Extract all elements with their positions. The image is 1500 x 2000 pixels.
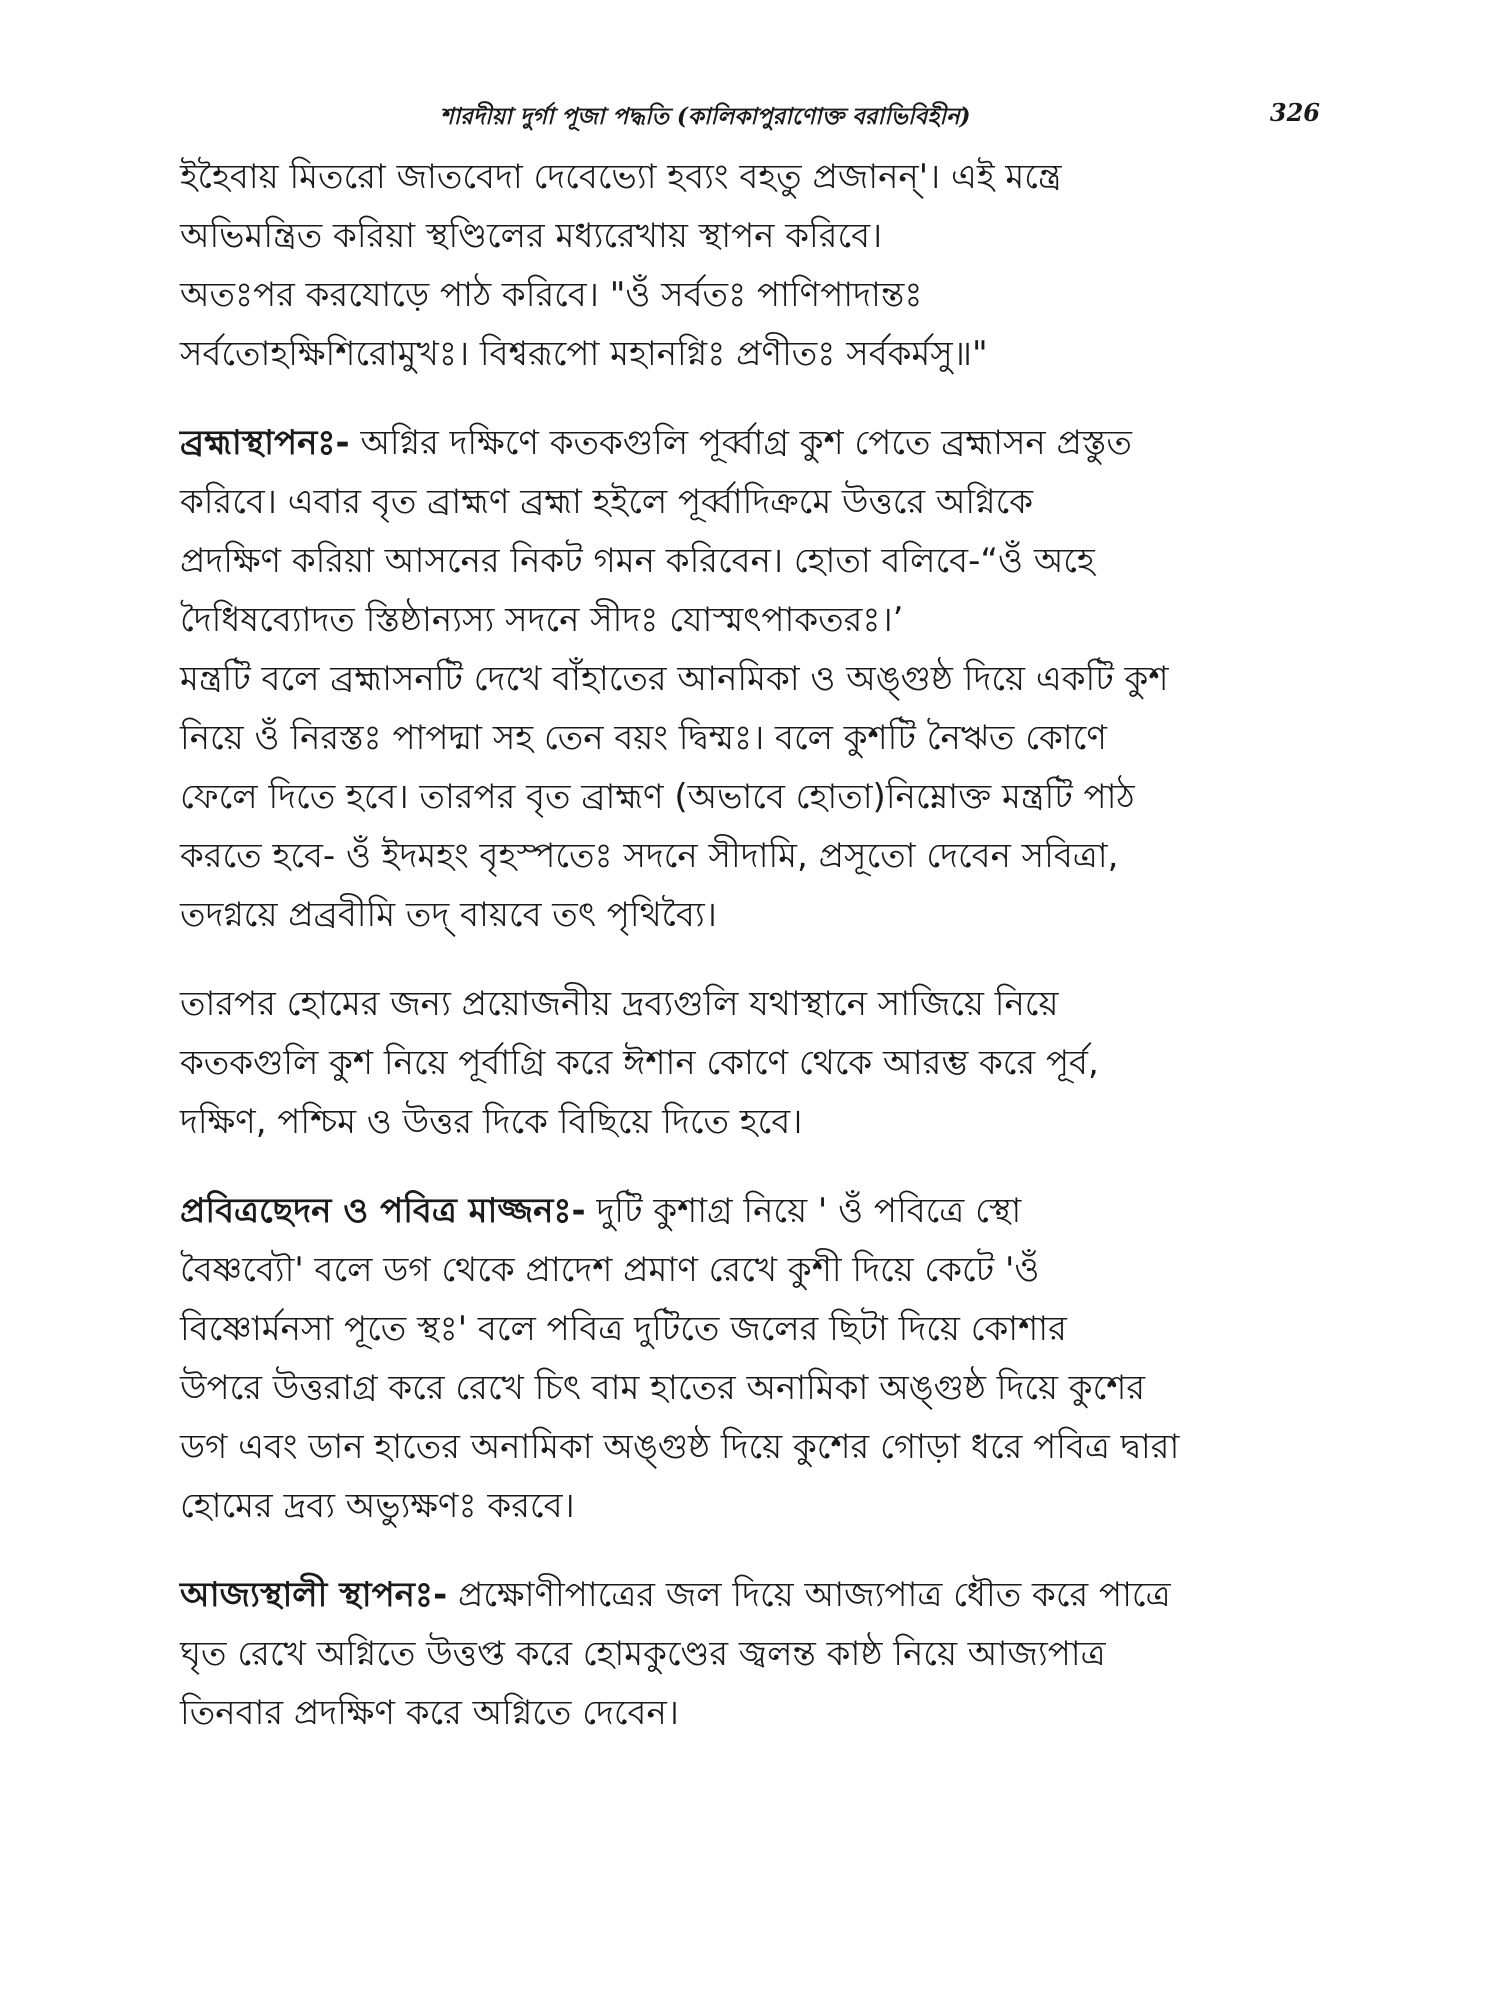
section-heading: ব্রহ্মাস্থাপনঃ- <box>180 423 350 463</box>
text-line: বৈষ্ণব্যৌ' বলে ডগ থেকে প্রাদেশ প্রমাণ রেখে কুশী দিয়ে কেটে 'ওঁ <box>180 1250 1040 1290</box>
text-line: মন্ত্রটি বলে ব্রহ্মাসনটি দেখে বাঁহাতের আনমিকা ও অঙ্গুষ্ঠ দিয়ে একটি কুশ <box>180 659 1169 699</box>
paragraph-pavitra <box>180 1182 1320 1536</box>
text-line: ডগ এবং ডান হাতের অনামিকা অঙ্গুষ্ঠ দিয়ে কুশের গোড়া ধরে পবিত্র দ্বারা <box>180 1427 1180 1467</box>
section-heading: আজ্যস্থালী স্থাপনঃ- <box>180 1575 448 1615</box>
text-line: দক্ষিণ, পশ্চিম ও উত্তর দিকে বিছিয়ে দিতে হবে। <box>180 1102 803 1142</box>
running-header <box>180 98 1320 138</box>
text-line: ব্রহ্মাস্থাপনঃ- অগ্নির দক্ষিণে কতকগুলি পূর্ব্বাগ্র কুশ পেতে ব্রহ্মাসন প্রস্তুত <box>180 423 1132 463</box>
text-line: প্রদক্ষিণ করিয়া আসনের নিকট গমন করিবেন। হোতা বলিবে-“ওঁ অহে <box>180 541 1095 581</box>
text-line: সর্বতোহক্ষিশিরোমুখঃ। বিশ্বরূপো মহানগ্নিঃ প্রণীতঃ সর্বকর্মসু॥" <box>180 334 988 374</box>
text-line: বিষ্ণোর্মনসা পূতে স্থঃ' বলে পবিত্র দুটিতে জলের ছিটা দিয়ে কোশার <box>180 1309 1067 1349</box>
text-line: উপরে উত্তরাগ্র করে রেখে চিৎ বাম হাতের অনামিকা অঙ্গুষ্ঠ দিয়ে কুশের <box>180 1368 1146 1408</box>
text-line: কতকগুলি কুশ নিয়ে পূর্বাগ্রি করে ঈশান কোণে থেকে আরম্ভ করে পূর্ব, <box>180 1043 1099 1083</box>
paragraph-ajyasthali <box>180 1566 1320 1743</box>
header-title: শারদীয়া দুর্গা পূজা পদ্ধতি (কালিকাপুরাণোক্ত বরাভিবিহীন) <box>440 103 971 130</box>
text-line: হোমের দ্রব্য অভ্যুক্ষণঃ করবে। <box>180 1486 575 1526</box>
text-line: করতে হবে- ওঁ ইদমহং বৃহস্পতেঃ সদনে সীদামি, প্রসূতো দেবেন সবিত্রা, <box>180 836 1119 876</box>
text-line: তারপর হোমের জন্য প্রয়োজনীয় দ্রব্যগুলি যথাস্থানে সাজিয়ে নিয়ে <box>180 984 1059 1024</box>
page-number: 326 <box>1269 98 1320 127</box>
text-line: অভিমন্ত্রিত করিয়া স্থণ্ডিলের মধ্যরেখায় স্থাপন করিবে। <box>180 216 883 256</box>
text-line: অতঃপর করযোড়ে পাঠ করিবে। "ওঁ সর্বতঃ পাণিপাদান্তঃ <box>180 275 923 315</box>
section-heading: প্রবিত্রছেদন ও পবিত্র মাজ্জনঃ- <box>180 1191 586 1231</box>
text-line: তিনবার প্রদক্ষিণ করে অগ্নিতে দেবেন। <box>180 1693 679 1733</box>
text-line: ঘৃত রেখে অগ্নিতে উত্তপ্ত করে হোমকুণ্ডের জ্বলন্ত কাষ্ঠ নিয়ে আজ্যপাত্র <box>180 1634 1106 1674</box>
text-line: ইহৈবায় মিতরো জাতবেদা দেবেভ্যো হব্যং বহতু প্রজানন্'। এই মন্ত্রে <box>180 157 1062 197</box>
page-body <box>180 148 1320 1743</box>
paragraph-prayer <box>180 266 1320 384</box>
text-line: তদগ্নয়ে প্রব্রবীমি তদ্ বায়বে তৎ পৃথিব্যৈ। <box>180 895 717 935</box>
text-line: আজ্যস্থালী স্থাপনঃ- প্রক্ষোণীপাত্রের জল দিয়ে আজ্যপাত্র ধৌত করে পাত্রে <box>180 1575 1171 1615</box>
text-line: করিবে। এবার বৃত ব্রাহ্মণ ব্রহ্মা হইলে পূর্ব্বাদিক্রমে উত্তরে অগ্নিকে <box>180 482 1034 522</box>
text-line: নিয়ে ওঁ নিরস্তঃ পাপদ্মা সহ তেন বয়ং দ্বিম্মঃ। বলে কুশটি নৈঋত কোণে <box>180 718 1107 758</box>
paragraph-agni-sthapan <box>180 148 1320 266</box>
text-line: দৈধিষব্যোদত স্তিষ্ঠান্যস্য সদনে সীদঃ যোস্মৎপাকতরঃ।’ <box>180 600 904 640</box>
text-line: ফেলে দিতে হবে। তারপর বৃত ব্রাহ্মণ (অভাবে হোতা)নিম্নোক্ত মন্ত্রটি পাঠ <box>180 777 1135 817</box>
text-line: প্রবিত্রছেদন ও পবিত্র মাজ্জনঃ- দুটি কুশাগ্র নিয়ে ' ওঁ পবিত্রে স্থো <box>180 1191 1022 1231</box>
paragraph-brahma-sthapan <box>180 414 1320 650</box>
paragraph-brahmasan-mantra <box>180 650 1320 945</box>
paragraph-homa-dravya <box>180 975 1320 1152</box>
